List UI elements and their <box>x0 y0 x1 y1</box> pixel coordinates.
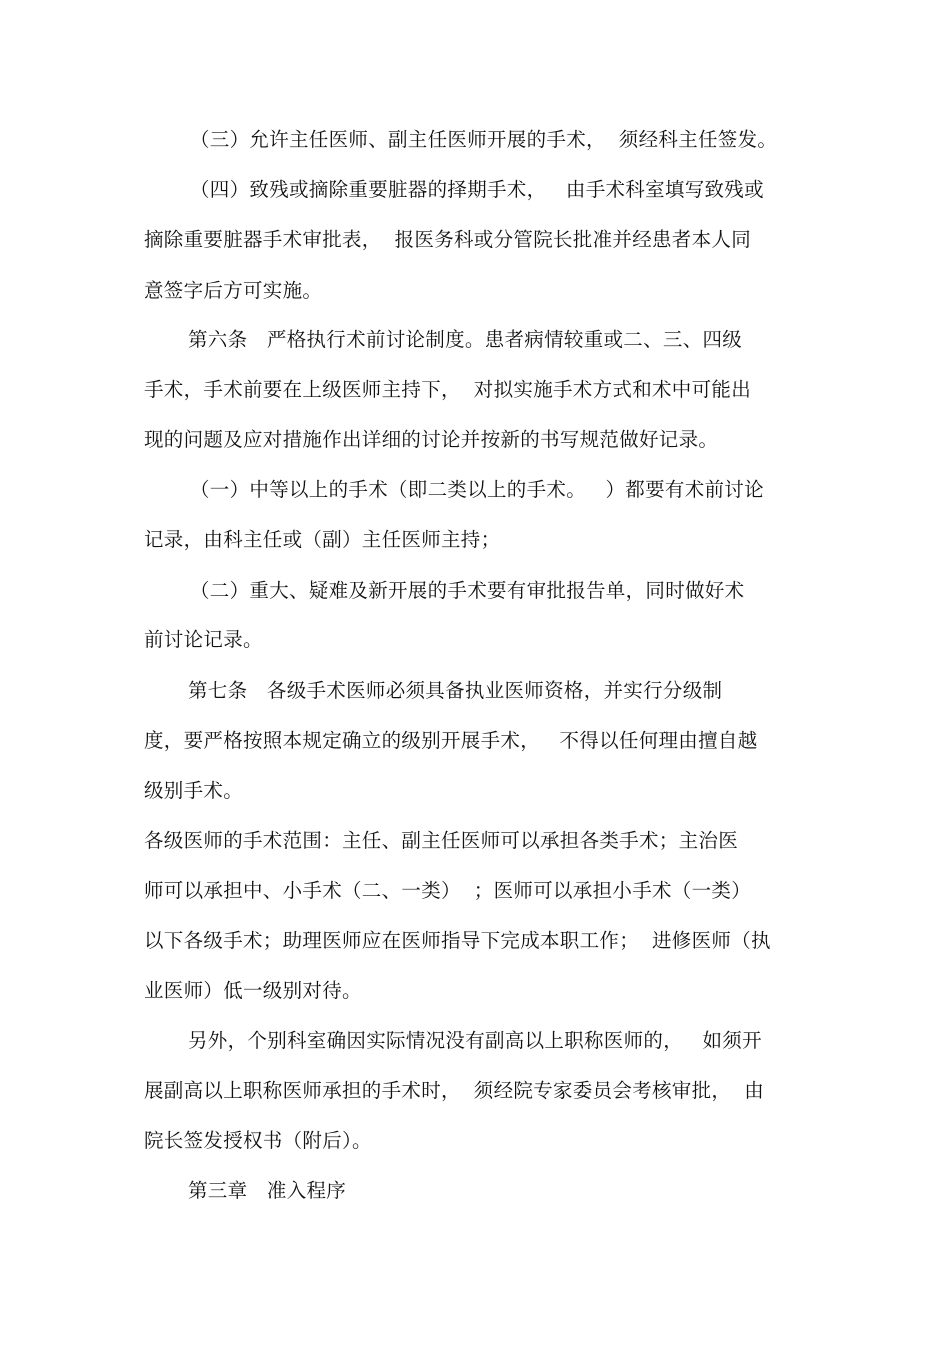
text-line: （二）重大、疑难及新开展的手术要有审批报告单，同时做好术 <box>190 579 745 602</box>
text-line: 另外，个别科室确因实际情况没有副高以上职称医师的， 如须开 <box>188 1029 762 1052</box>
chapter-heading: 第三章 准入程序 <box>188 1179 347 1202</box>
text-line: 第六条 严格执行术前讨论制度。患者病情较重或二、三、四级 <box>188 328 743 351</box>
text-line: （四）致残或摘除重要脏器的择期手术， 由手术科室填写致残或 <box>190 178 764 201</box>
text-line: 级别手术。 <box>144 779 244 802</box>
text-line: 意签字后方可实施。 <box>144 279 323 302</box>
text-line: 摘除重要脏器手术审批表， 报医务科或分管院长批准并经患者本人同 <box>144 228 751 251</box>
text-line: 展副高以上职称医师承担的手术时， 须经院专家委员会考核审批， 由 <box>144 1079 764 1102</box>
text-line: 各级医师的手术范围：主任、副主任医师可以承担各类手术；主治医 <box>144 829 739 852</box>
text-line: 第七条 各级手术医师必须具备执业医师资格，并实行分级制 <box>188 679 723 702</box>
text-line: （一）中等以上的手术（即二类以上的手术。 ）都要有术前讨论 <box>190 478 764 501</box>
text-line: 现的问题及应对措施作出详细的讨论并按新的书写规范做好记录。 <box>144 428 719 451</box>
text-line: 记录，由科主任或（副）主任医师主持； <box>144 528 501 551</box>
text-line: 手术，手术前要在上级医师主持下， 对拟实施手术方式和术中可能出 <box>144 378 751 401</box>
text-line: 业医师）低一级别对待。 <box>144 979 362 1002</box>
text-line: 院长签发授权书（附后）。 <box>144 1129 372 1152</box>
text-line: 前讨论记录。 <box>144 628 263 651</box>
text-line: 师可以承担中、小手术（二、一类） ；医师可以承担小手术（一类） <box>144 879 751 902</box>
text-line: 度，要严格按照本规定确立的级别开展手术， 不得以任何理由擅自越 <box>144 729 758 752</box>
text-line: （三）允许主任医师、副主任医师开展的手术， 须经科主任签发。 <box>190 128 778 151</box>
text-line: 以下各级手术；助理医师应在医师指导下完成本职工作； 进修医师（执 <box>144 929 771 952</box>
